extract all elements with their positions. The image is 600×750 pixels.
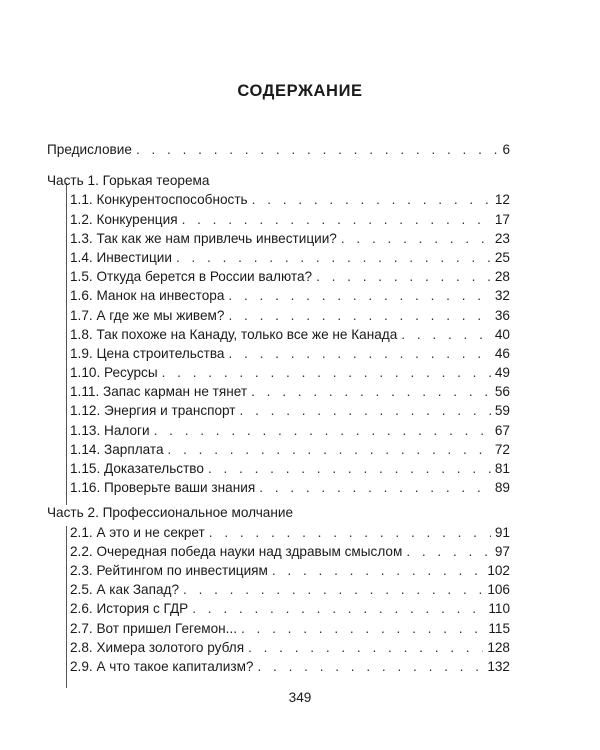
toc-entry-label: 2.2. Очередная победа науки над здравым смыслом xyxy=(70,543,403,559)
toc-entry[interactable] xyxy=(47,401,510,420)
toc-entry-page: 110 xyxy=(488,601,510,617)
toc-entry-page: 36 xyxy=(494,307,510,323)
leader-dots xyxy=(251,382,491,401)
toc-entry-label: 1.6. Манок на инвестора xyxy=(70,288,225,304)
toc-entry[interactable] xyxy=(47,344,510,363)
leader-dots xyxy=(154,421,491,440)
page-number: 349 xyxy=(288,690,312,705)
toc-entry[interactable] xyxy=(47,619,510,638)
toc-entry-page: 132 xyxy=(487,658,510,674)
toc-entry[interactable] xyxy=(47,657,510,676)
leader-dots xyxy=(208,459,491,478)
toc-entry[interactable] xyxy=(47,382,510,401)
toc-entry-page: 25 xyxy=(494,249,510,265)
toc-entry-label: Предисловие xyxy=(47,142,132,157)
leader-dots xyxy=(401,325,491,344)
leader-dots xyxy=(316,267,491,286)
leader-dots xyxy=(136,140,499,159)
toc-entry[interactable] xyxy=(47,478,510,497)
toc-entry-page: 72 xyxy=(494,441,510,457)
toc-entry-label: 1.5. Откуда берется в России валюта? xyxy=(70,269,313,285)
leader-dots xyxy=(209,523,491,542)
leader-dots xyxy=(272,561,483,580)
toc-entry-label: 1.7. А где же мы живем? xyxy=(70,307,225,323)
leader-dots xyxy=(406,542,491,561)
part1-list xyxy=(47,190,510,497)
page-title: СОДЕРЖАНИЕ xyxy=(237,82,363,100)
toc-entry-label: 1.10. Ресурсы xyxy=(70,365,158,381)
toc-entry-page: 102 xyxy=(487,562,510,578)
toc-entry-label: 1.4. Инвестиции xyxy=(70,249,172,265)
leader-dots xyxy=(183,580,483,599)
leader-dots xyxy=(252,190,491,209)
toc-entry[interactable] xyxy=(47,363,510,382)
toc-entry-label: 2.3. Рейтингом по инвестициям xyxy=(70,562,268,578)
toc-entry-label: 2.7. Вот пришел Гегемон... xyxy=(70,620,237,636)
toc-entry-page: 97 xyxy=(494,543,510,559)
leader-dots xyxy=(176,248,491,267)
toc-entry-label: 2.1. А это и не секрет xyxy=(70,524,205,540)
toc-entry[interactable] xyxy=(47,561,510,580)
toc-entry-page: 106 xyxy=(487,582,510,598)
leader-dots xyxy=(257,657,483,676)
toc-entry-page: 40 xyxy=(494,326,510,342)
toc-entry-label: 1.1. Конкурентоспособность xyxy=(70,192,248,208)
toc-entry-label: 2.9. А что такое капитализм? xyxy=(70,658,254,674)
toc-entry-page: 115 xyxy=(488,620,510,636)
toc-entry-preface[interactable] xyxy=(47,140,510,159)
toc-entry[interactable] xyxy=(47,325,510,344)
toc-entry-page: 67 xyxy=(494,422,510,438)
toc-entry[interactable] xyxy=(47,459,510,478)
toc-entry[interactable] xyxy=(47,248,510,267)
toc-entry-page: 128 xyxy=(487,639,510,655)
toc-entry-page: 17 xyxy=(494,211,510,227)
toc-entry-page: 12 xyxy=(494,192,510,208)
toc-entry-page: 91 xyxy=(494,524,510,540)
part1-heading[interactable]: Часть 1. Горькая теорема xyxy=(47,173,210,189)
leader-dots xyxy=(241,619,484,638)
leader-dots xyxy=(341,229,491,248)
part2-list xyxy=(47,523,510,677)
toc-entry-page: 59 xyxy=(494,403,510,419)
table-of-contents xyxy=(47,140,510,676)
leader-dots xyxy=(192,599,484,618)
leader-dots xyxy=(248,638,483,657)
toc-entry-label: 2.8. Химера золотого рубля xyxy=(70,639,245,655)
toc-entry-label: 1.12. Энергия и транспорт xyxy=(70,403,236,419)
toc-entry[interactable] xyxy=(47,580,510,599)
toc-entry[interactable] xyxy=(47,542,510,561)
leader-dots xyxy=(228,286,490,305)
toc-entry-page: 81 xyxy=(494,461,510,476)
toc-entry[interactable] xyxy=(47,440,510,459)
toc-entry-page: 28 xyxy=(494,269,510,285)
toc-entry-label: 1.15. Доказательство xyxy=(70,461,204,476)
leader-dots xyxy=(240,401,491,420)
toc-entry[interactable] xyxy=(47,306,510,325)
toc-entry[interactable] xyxy=(47,286,510,305)
toc-entry-label: 1.8. Так похоже на Канаду, только все же не Канада xyxy=(70,326,398,342)
toc-entry-page: 32 xyxy=(494,288,510,304)
toc-entry-label: 2.5. А как Запад? xyxy=(70,582,180,598)
toc-entry-label: 1.11. Запас карман не тянет xyxy=(70,384,248,400)
toc-entry[interactable] xyxy=(47,229,510,248)
leader-dots xyxy=(259,478,491,497)
toc-entry[interactable] xyxy=(47,638,510,657)
toc-entry-page: 56 xyxy=(494,384,510,400)
toc-entry-label: 2.6. История с ГДР xyxy=(70,601,189,617)
toc-entry-page: 6 xyxy=(502,142,510,157)
toc-entry-page: 46 xyxy=(494,345,510,361)
toc-entry-label: 1.2. Конкуренция xyxy=(70,211,178,227)
leader-dots xyxy=(162,363,491,382)
toc-entry-label: 1.9. Цена строительства xyxy=(70,345,225,361)
toc-entry[interactable] xyxy=(47,523,510,542)
toc-entry-page: 49 xyxy=(494,365,510,381)
toc-entry[interactable] xyxy=(47,599,510,618)
toc-entry[interactable] xyxy=(47,421,510,440)
toc-entry-label: 1.13. Налоги xyxy=(70,422,150,438)
toc-entry[interactable] xyxy=(47,267,510,286)
toc-entry[interactable] xyxy=(47,190,510,209)
part2-heading[interactable]: Часть 2. Профессиональное молчание xyxy=(47,505,294,521)
leader-dots xyxy=(228,306,490,325)
leader-dots xyxy=(229,344,491,363)
leader-dots xyxy=(168,440,491,459)
toc-entry[interactable] xyxy=(47,210,510,229)
toc-entry-label: 1.16. Проверьте ваши знания xyxy=(70,480,256,496)
toc-entry-page: 89 xyxy=(494,480,510,496)
toc-entry-page: 23 xyxy=(494,230,510,246)
leader-dots xyxy=(182,210,491,229)
toc-entry-label: 1.3. Так как же нам привлечь инвестиции? xyxy=(70,230,337,246)
toc-entry-label: 1.14. Зарплата xyxy=(70,441,164,457)
